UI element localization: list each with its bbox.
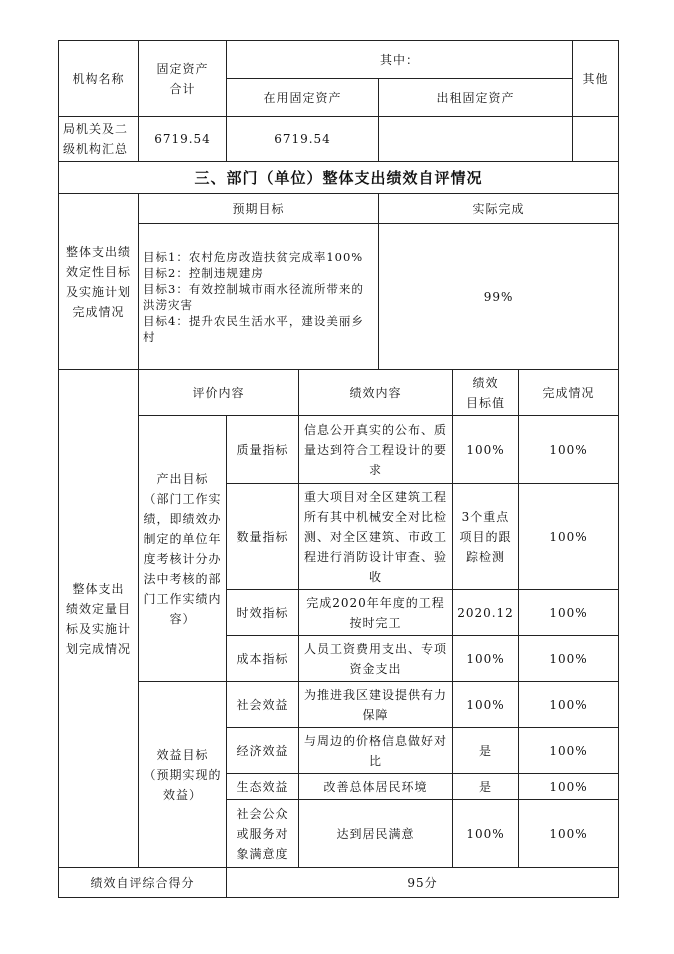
indicator-cell: 生态效益: [227, 774, 299, 800]
header-performance-content: 绩效内容: [299, 370, 453, 416]
status-cell: 100%: [519, 774, 619, 800]
content-cell: 为推进我区建设提供有力保障: [299, 682, 453, 728]
content-cell: 完成2020年年度的工程按时完工: [299, 590, 453, 636]
row-other: [573, 117, 619, 162]
row-fixed-total: 6719.54: [139, 117, 227, 162]
target-cell: 是: [453, 774, 519, 800]
target-cell: 2020.12: [453, 590, 519, 636]
indicator-cell: 数量指标: [227, 484, 299, 590]
goal-item: 目标4：提升农民生活水平，建设美丽乡村: [143, 313, 364, 344]
header-expected-goal: 预期目标: [139, 194, 379, 224]
goal-item: 目标2：控制违规建房: [143, 265, 264, 280]
performance-table: [58, 40, 619, 898]
goal-item: 目标3：有效控制城市雨水径流所带来的洪涝灾害: [143, 281, 364, 312]
target-cell: 100%: [453, 416, 519, 484]
header-evaluation-content: 评价内容: [139, 370, 299, 416]
score-value: 95分: [227, 868, 619, 898]
header-target-value: 绩效 目标值: [453, 370, 519, 416]
status-cell: 100%: [519, 636, 619, 682]
status-cell: 100%: [519, 682, 619, 728]
indicator-cell: 社会公众或服务对象满意度: [227, 800, 299, 868]
content-cell: 达到居民满意: [299, 800, 453, 868]
output-target-group: 产出目标 （部门工作实 绩，即绩效办 制定的单位年 度考核计分办 法中考核的部 门工作实绩内 容）: [139, 416, 227, 682]
content-cell: 信息公开真实的公布、质量达到符合工程设计的要求: [299, 416, 453, 484]
goal-item: 目标1：农村危房改造扶贫完成率100%: [143, 249, 364, 264]
indicator-cell: 社会效益: [227, 682, 299, 728]
indicator-cell: 质量指标: [227, 416, 299, 484]
target-cell: 3个重点项目的跟踪检测: [453, 484, 519, 590]
indicator-cell: 时效指标: [227, 590, 299, 636]
expected-goals-list: [139, 224, 379, 370]
target-cell: 是: [453, 728, 519, 774]
indicator-cell: 经济效益: [227, 728, 299, 774]
score-label: 绩效自评综合得分: [59, 868, 227, 898]
status-cell: 100%: [519, 484, 619, 590]
content-cell: 重大项目对全区建筑工程所有其中机械安全对比检测、对全区建筑、市政工程进行消防设计审查、验收: [299, 484, 453, 590]
status-cell: 100%: [519, 728, 619, 774]
section-title: 三、部门（单位）整体支出绩效自评情况: [59, 162, 619, 194]
actual-completion-value: 99%: [379, 224, 619, 370]
row-org-label: 局机关及二 级机构汇总: [59, 117, 139, 162]
status-cell: 100%: [519, 590, 619, 636]
header-rented-assets: 出租固定资产: [379, 79, 573, 117]
target-cell: 100%: [453, 800, 519, 868]
status-cell: 100%: [519, 416, 619, 484]
quantitative-label: 整体支出 绩效定量目 标及实施计 划完成情况: [59, 370, 139, 868]
qualitative-label: 整体支出绩 效定性目标 及实施计划 完成情况: [59, 194, 139, 370]
header-in-use-assets: 在用固定资产: [227, 79, 379, 117]
content-cell: 改善总体居民环境: [299, 774, 453, 800]
header-among: 其中：: [227, 41, 573, 79]
target-cell: 100%: [453, 682, 519, 728]
content-cell: 人员工资费用支出、专项资金支出: [299, 636, 453, 682]
content-cell: 与周边的价格信息做好对比: [299, 728, 453, 774]
indicator-cell: 成本指标: [227, 636, 299, 682]
benefit-target-group: 效益目标 （预期实现的 效益）: [139, 682, 227, 868]
header-other: 其他: [573, 41, 619, 117]
row-rented: [379, 117, 573, 162]
target-cell: 100%: [453, 636, 519, 682]
header-fixed-assets-total: 固定资产 合计: [139, 41, 227, 117]
header-actual-completion: 实际完成: [379, 194, 619, 224]
header-completion-status: 完成情况: [519, 370, 619, 416]
header-org-name: 机构名称: [59, 41, 139, 117]
row-in-use: 6719.54: [227, 117, 379, 162]
status-cell: 100%: [519, 800, 619, 868]
